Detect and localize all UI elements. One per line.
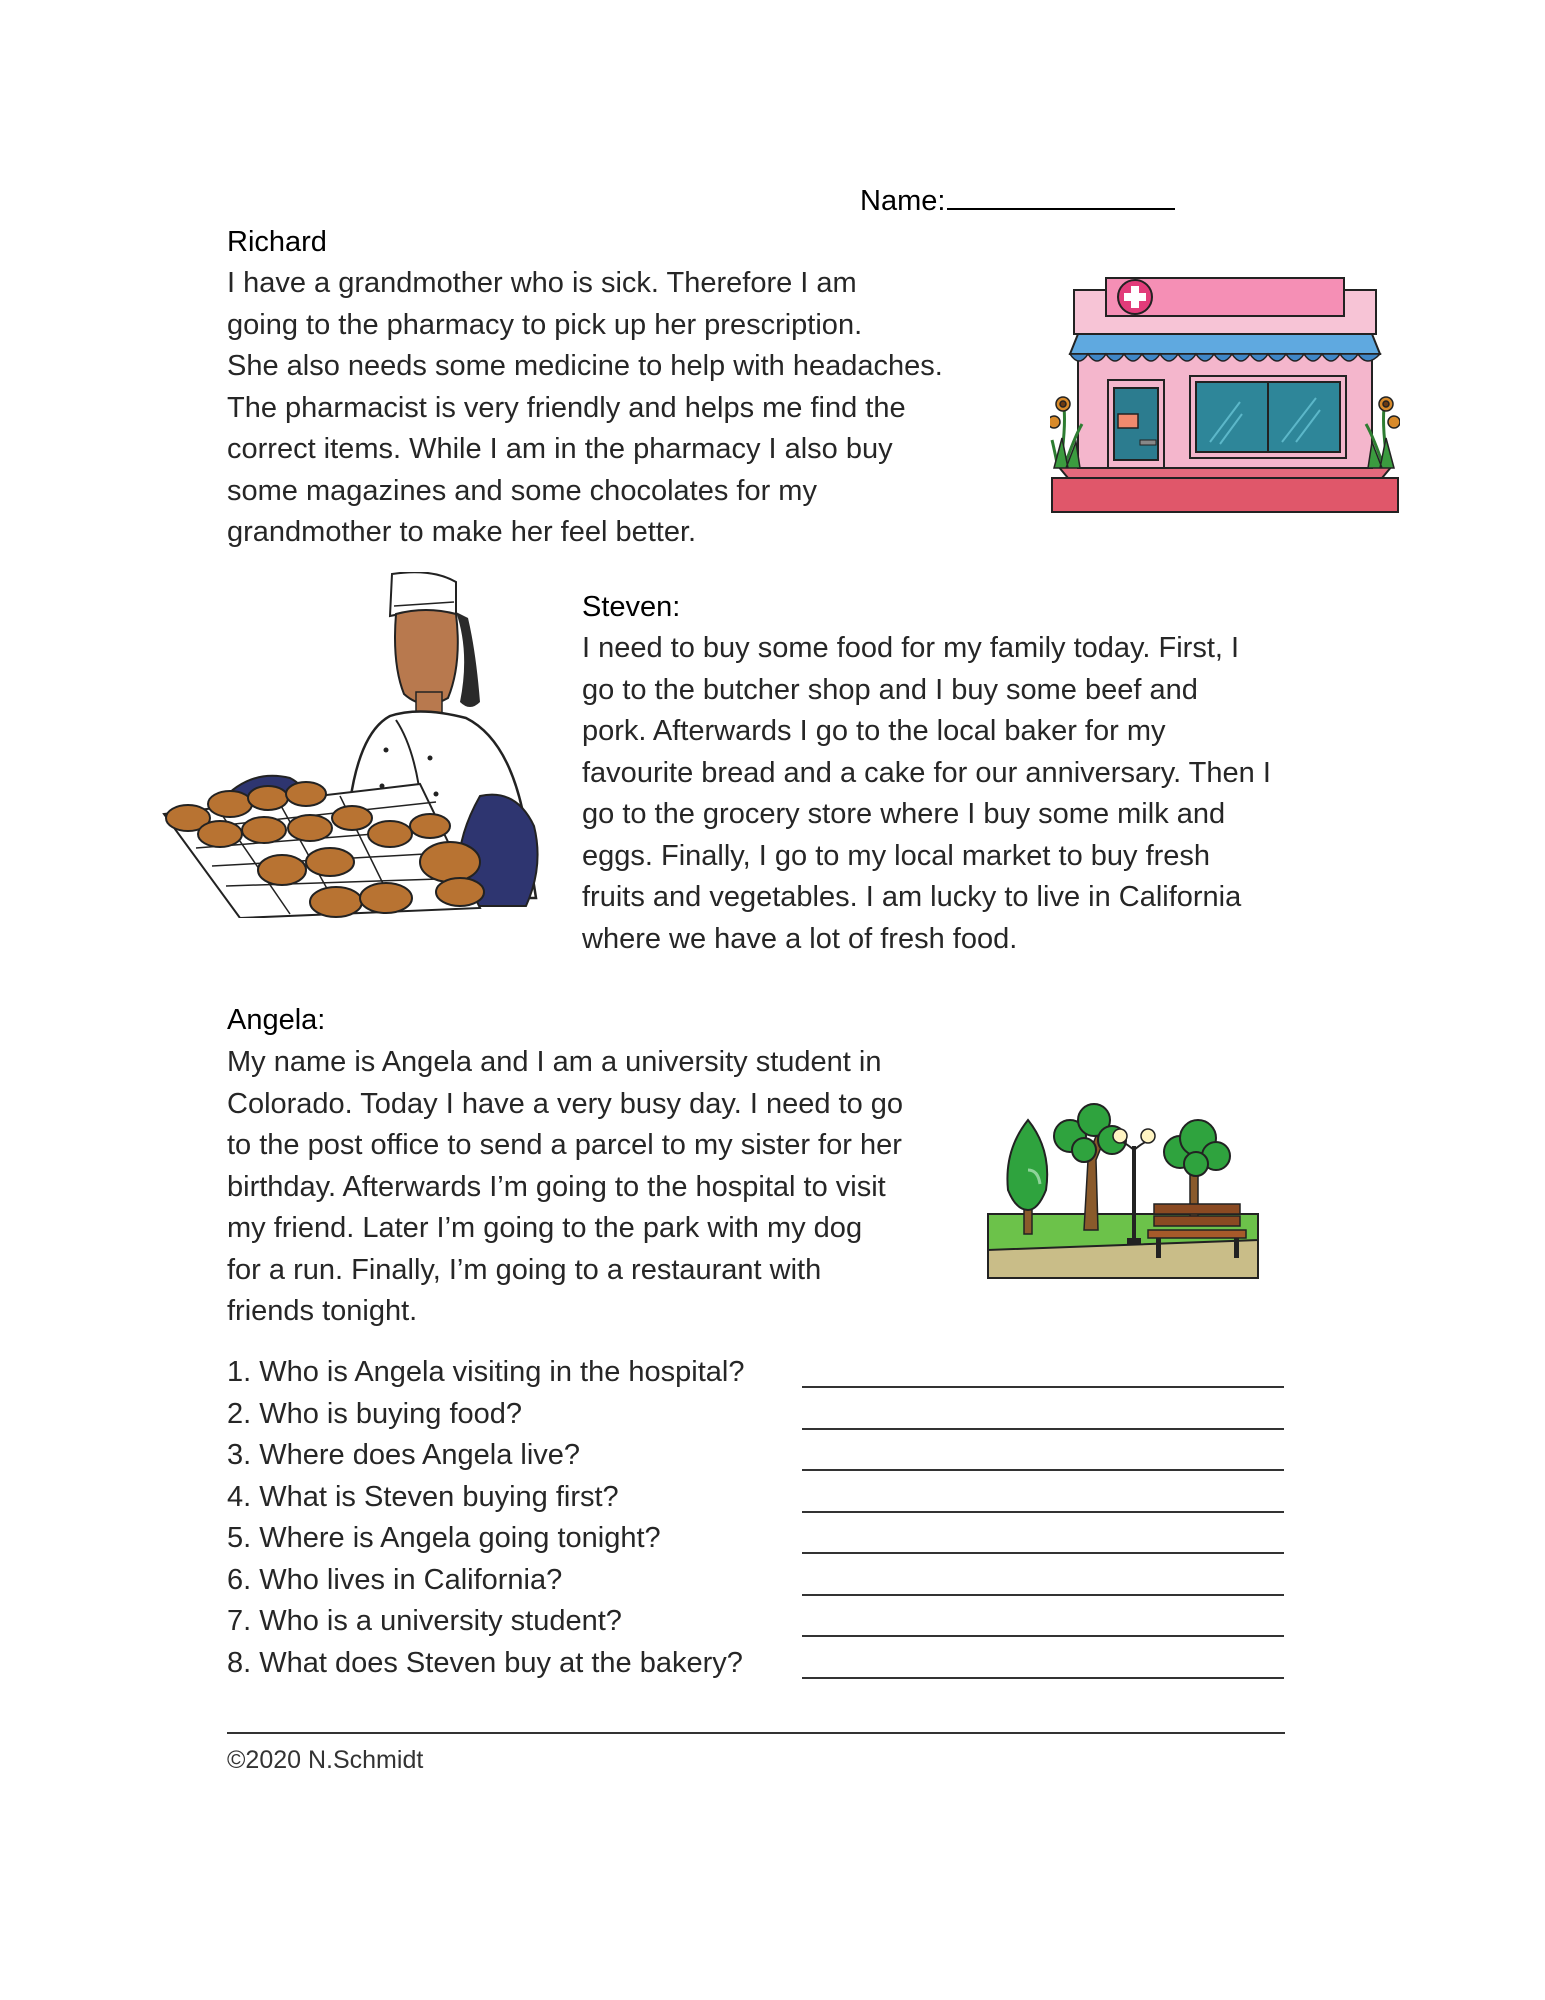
paragraph-line: going to the pharmacy to pick up her prescription.	[227, 308, 863, 341]
answer-line[interactable]	[802, 1677, 1284, 1679]
question-row	[227, 1477, 1287, 1519]
question-text: 1. Who is Angela visiting in the hospital?	[227, 1356, 745, 1388]
angela-heading: Angela:	[227, 1004, 326, 1036]
paragraph-line: grandmother to make her feel better.	[227, 516, 697, 548]
question-row	[227, 1601, 1287, 1643]
question-text: 5. Where is Angela going tonight?	[227, 1522, 661, 1554]
paragraph-line: to the post office to send a parcel to my sister for her	[227, 1129, 902, 1161]
paragraph-line: for a run. Finally, I’m going to a restaurant with	[227, 1253, 822, 1286]
question-text: 3. Where does Angela live?	[227, 1439, 581, 1471]
question-text: 8. What does Steven buy at the bakery?	[227, 1646, 743, 1679]
paragraph-line: some magazines and some chocolates for my	[227, 474, 817, 507]
answer-line[interactable]	[802, 1386, 1284, 1388]
paragraph-line: The pharmacist is very friendly and helps me find the	[227, 391, 906, 424]
paragraph-line: I need to buy some food for my family today. First, I	[582, 632, 1240, 664]
paragraph-line: She also needs some medicine to help with headaches.	[227, 350, 943, 382]
answer-line[interactable]	[802, 1469, 1284, 1471]
paragraph-line: Colorado. Today I have a very busy day. I need to go	[227, 1087, 904, 1120]
park-illustration	[984, 1100, 1262, 1282]
paragraph-line: correct items. While I am in the pharmacy I also buy	[227, 433, 893, 465]
answer-line[interactable]	[802, 1428, 1284, 1430]
paragraph-line: My name is Angela and I am a university student in	[227, 1046, 882, 1078]
steven-heading: Steven:	[582, 591, 681, 623]
paragraph-line: fruits and vegetables. I am lucky to live in California	[582, 881, 1242, 913]
copyright-notice: ©2020 N.Schmidt	[227, 1746, 424, 1774]
answer-line[interactable]	[802, 1594, 1284, 1596]
paragraph-line: pork. Afterwards I go to the local baker for my	[582, 715, 1166, 747]
question-list	[227, 1352, 1287, 1684]
answer-line[interactable]	[802, 1511, 1284, 1513]
name-blank-line[interactable]	[947, 182, 1175, 210]
richard-paragraph	[227, 263, 943, 554]
question-row	[227, 1435, 1287, 1477]
steven-paragraph	[582, 628, 1271, 960]
pharmacy-illustration	[1050, 272, 1400, 518]
paragraph-line: where we have a lot of fresh food.	[582, 922, 1018, 955]
question-row	[227, 1518, 1287, 1560]
paragraph-line: I have a grandmother who is sick. Therefore I am	[227, 267, 857, 299]
angela-paragraph	[227, 1042, 903, 1333]
name-label: Name:	[860, 185, 946, 217]
paragraph-line: go to the grocery store where I buy some milk and	[582, 798, 1226, 830]
paragraph-line: go to the butcher shop and I buy some beef and	[582, 673, 1198, 706]
paragraph-line: eggs. Finally, I go to my local market to buy fresh	[582, 839, 1211, 872]
paragraph-line: friends tonight.	[227, 1295, 418, 1327]
question-row	[227, 1560, 1287, 1602]
paragraph-line: my friend. Later I’m going to the park with my dog	[227, 1212, 863, 1244]
paragraph-line: birthday. Afterwards I’m going to the hospital to visit	[227, 1170, 886, 1203]
question-text: 4. What is Steven buying first?	[227, 1480, 619, 1513]
paragraph-line: favourite bread and a cake for our anniversary. Then I	[582, 756, 1271, 789]
answer-line[interactable]	[802, 1635, 1284, 1637]
answer-line[interactable]	[802, 1552, 1284, 1554]
baker-illustration	[160, 572, 560, 918]
question-row	[227, 1643, 1287, 1685]
name-field[interactable]	[860, 182, 1175, 218]
richard-heading: Richard	[227, 226, 327, 258]
question-text: 6. Who lives in California?	[227, 1563, 563, 1596]
question-text: 7. Who is a university student?	[227, 1605, 622, 1637]
question-row	[227, 1394, 1287, 1436]
footer-divider	[227, 1732, 1285, 1734]
question-row	[227, 1352, 1287, 1394]
question-text: 2. Who is buying food?	[227, 1397, 523, 1430]
